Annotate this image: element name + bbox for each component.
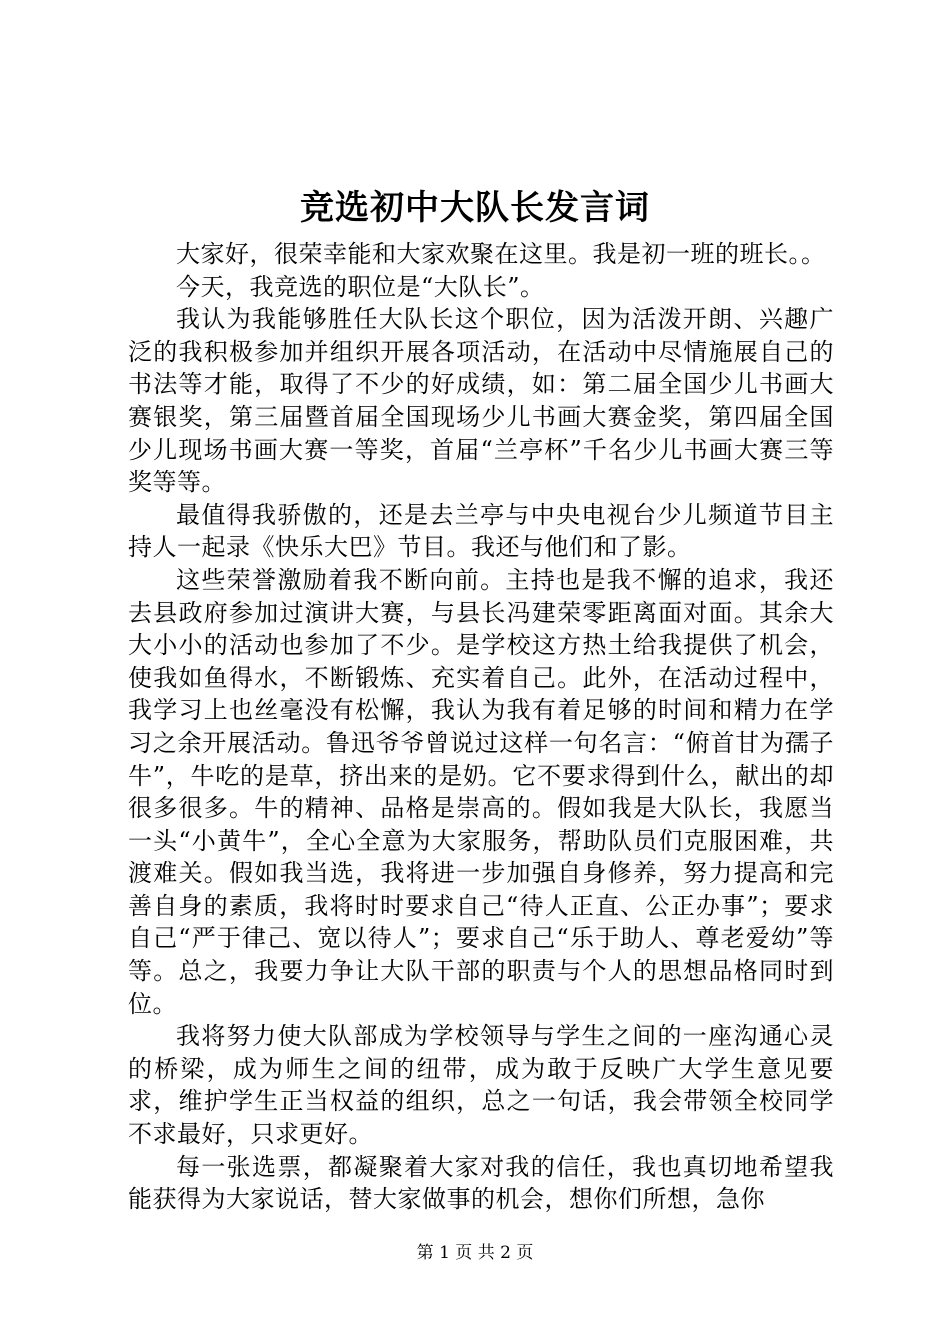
paragraph-greeting: 大家好，很荣幸能和大家欢聚在这里。我是初一班的班长。。 bbox=[176, 240, 826, 268]
paragraph-honors: 这些荣誉激励着我不断向前。主持也是我不懈的追求，我还去县政府参加过演讲大赛，与县长冯建荣零距离面对面。其余大大小小的活动也参加了不少。是学校这方热土给我提供了机会，使我如鱼得水，不断锻炼、充实着自己。此外，在活动过程中，我学习上也丝毫没有松懈，我认为我有着足够的时间和精力在学习之余开展活动。鲁迅爷爷曾说过这样一句名言：“俯首甘为孺子牛”，牛吃的是草，挤出来的是奶。它不要求得到什么，献出的却很多很多。牛的精神、品格是崇高的。假如我是大队长，我愿当一头“小黄牛”，全心全意为大家服务，帮助队员们克服困难，共渡难关。假如我当选，我将进一步加强自身修养，努力提高和完善自身的素质，我将时时要求自己“待人正直、公正办事”；要求自己“严于律己、宽以待人”；要求自己“乐于助人、尊老爱幼”等等。总之，我要力争让大队干部的职责与个人的思想品格同时到位。 bbox=[128, 565, 834, 1018]
paragraph-position: 今天，我竞选的职位是“大队长”。 bbox=[176, 272, 545, 301]
paragraph-votes: 每一张选票，都凝聚着大家对我的信任，我也真切地希望我能获得为大家说话，替大家做事的机会，想你们所想，急你 bbox=[128, 1152, 834, 1214]
document-title: 竞选初中大队长发言词 bbox=[300, 188, 650, 228]
paragraph-bridge: 我将努力使大队部成为学校领导与学生之间的一座沟通心灵的桥梁，成为师生之间的纽带，成为敢于反映广大学生意见要求，维护学生正当权益的组织，总之一句话，我会带领全校同学不求最好，只求更好。 bbox=[128, 1022, 834, 1149]
paragraph-qualifications: 我认为我能够胜任大队长这个职位，因为活泼开朗、兴趣广泛的我积极参加并组织开展各项活动，在活动中尽情施展自己的书法等才能，取得了不少的好成绩，如：第二届全国少儿书画大赛银奖，第三届暨首届全国现场少儿书画大赛金奖，第四届全国少儿现场书画大赛一等奖，首届“兰亭杯”千名少儿书画大赛三等奖等等。 bbox=[128, 305, 834, 497]
page-footer: 第 1 页 共 2 页 bbox=[416, 1243, 534, 1263]
paragraph-proudest: 最值得我骄傲的，还是去兰亭与中央电视台少儿频道节目主持人一起录《快乐大巴》节目。我还与他们和了影。 bbox=[128, 500, 834, 562]
document-body bbox=[128, 238, 834, 1216]
